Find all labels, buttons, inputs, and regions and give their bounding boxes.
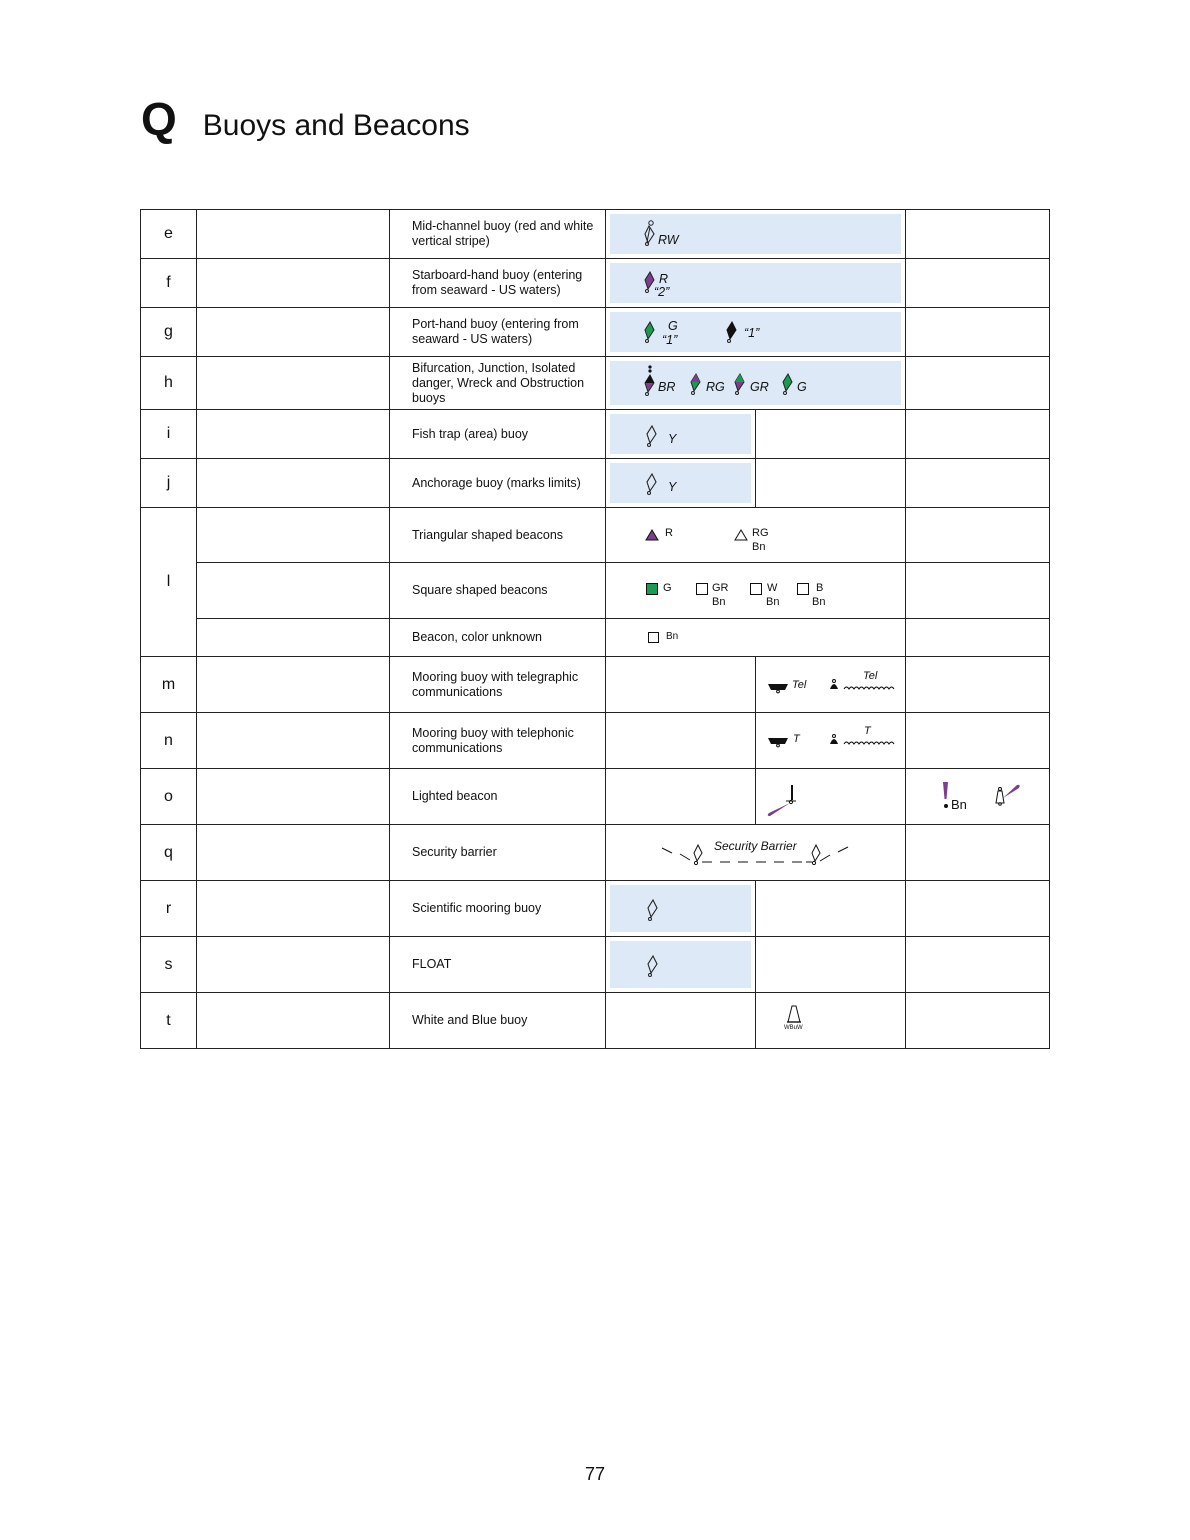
symbol-cell — [606, 357, 906, 410]
row-code: j — [141, 459, 197, 508]
beacon-label: W — [767, 582, 778, 594]
symbol-cell — [906, 769, 1050, 825]
table-row — [141, 459, 1050, 508]
row-code: q — [141, 825, 197, 881]
white-blue-buoy-icon — [786, 1005, 802, 1025]
row-code: g — [141, 308, 197, 357]
symbol-cell — [606, 410, 756, 459]
scientific-mooring-buoy-icon — [645, 899, 659, 921]
beacon-abbrev: Bn — [752, 541, 766, 553]
beacon-label: R — [665, 527, 673, 539]
table-row — [141, 410, 1050, 459]
table-row — [141, 357, 1050, 410]
row-code: h — [141, 357, 197, 410]
beacon-abbrev: Bn — [951, 797, 967, 812]
mooring-buoy-icon — [767, 737, 789, 747]
symbol-cell — [606, 459, 756, 508]
table-row — [141, 825, 1050, 881]
beacon-abbrev: Bn — [712, 596, 726, 608]
row-code: o — [141, 769, 197, 825]
symbol-cell — [606, 210, 906, 259]
fish-trap-buoy-icon — [644, 425, 658, 447]
symbol-cell — [606, 259, 906, 308]
buoy-label: G — [797, 380, 807, 394]
mooring-buoy-icon — [767, 683, 789, 693]
lighted-beacon-icon — [766, 783, 796, 817]
buoy-label: Y — [668, 432, 677, 446]
barrier-label: Security Barrier — [714, 839, 797, 853]
cable-label: Tel — [792, 679, 807, 691]
table-row — [141, 713, 1050, 769]
lighted-buoy-icon — [992, 783, 1022, 807]
row-description: Anchorage buoy (marks limits) — [390, 459, 606, 508]
buoy-label: WBuW — [784, 1025, 803, 1031]
table-row — [141, 308, 1050, 357]
table-row — [141, 881, 1050, 937]
buoy-number-label: “1” — [744, 326, 760, 340]
row-description: White and Blue buoy — [390, 993, 606, 1049]
symbol-cell — [606, 619, 906, 657]
row-code: e — [141, 210, 197, 259]
table-row — [141, 619, 1050, 657]
buoy-color-label: R — [659, 272, 669, 286]
table-row — [141, 769, 1050, 825]
symbol-cell — [606, 563, 906, 619]
row-code: s — [141, 937, 197, 993]
symbol-cell — [606, 308, 906, 357]
symbol-cell — [606, 825, 906, 881]
row-code: i — [141, 410, 197, 459]
beacon-label: GR — [712, 582, 729, 594]
row-description: FLOAT — [390, 937, 606, 993]
junction-buoy-rg-icon — [688, 373, 702, 395]
buoy-label: RW — [658, 233, 679, 247]
section-title: Buoys and Beacons — [202, 109, 470, 142]
isolated-danger-buoy-icon — [642, 365, 656, 397]
table-row — [141, 259, 1050, 308]
buoy-label: GR — [750, 380, 769, 394]
row-description: Triangular shaped beacons — [390, 508, 606, 563]
cable-label: T — [864, 725, 871, 737]
row-code: r — [141, 881, 197, 937]
triangle-beacon-outline-icon — [734, 529, 748, 541]
table-row — [141, 563, 1050, 619]
row-description: Starboard-hand buoy (entering from seaward - US waters) — [390, 259, 606, 308]
row-description: Lighted beacon — [390, 769, 606, 825]
row-description: Fish trap (area) buoy — [390, 410, 606, 459]
buoy-number-label: “1” — [662, 333, 678, 347]
beacon-abbrev: Bn — [766, 596, 780, 608]
row-description: Mooring buoy with telegraphic communications — [390, 657, 606, 713]
beacon-label: B — [816, 582, 824, 594]
buoy-label: RG — [706, 380, 725, 394]
section-header — [141, 92, 470, 146]
square-beacon-filled-icon — [646, 583, 658, 595]
buoy-number-label: “2” — [654, 285, 670, 299]
anchorage-buoy-icon — [644, 473, 658, 495]
triangle-beacon-filled-icon — [645, 529, 659, 541]
row-description: Bifurcation, Junction, Isolated danger, Wreck and Obstruction buoys — [390, 357, 606, 410]
light-beacon-mark-icon — [942, 781, 950, 809]
float-buoy-icon — [645, 955, 659, 977]
junction-buoy-gr-icon — [732, 373, 746, 395]
symbol-cell — [756, 657, 906, 713]
page-number: 77 — [584, 1464, 606, 1484]
beacon-abbrev: Bn — [812, 596, 826, 608]
row-description: Port-hand buoy (entering from seaward - US waters) — [390, 308, 606, 357]
row-description: Square shaped beacons — [390, 563, 606, 619]
table-row — [141, 508, 1050, 563]
buoy-label: Y — [668, 480, 677, 494]
square-beacon-outline-icon — [750, 583, 762, 595]
beacon-abbrev: Bn — [666, 631, 679, 642]
table-row — [141, 210, 1050, 259]
buoy-label: BR — [658, 380, 676, 394]
green-buoy-icon — [780, 373, 794, 395]
symbol-cell — [606, 937, 756, 993]
square-beacon-outline-icon — [797, 583, 809, 595]
beacon-label: RG — [752, 527, 769, 539]
table-row — [141, 993, 1050, 1049]
row-code: f — [141, 259, 197, 308]
symbol-cell — [756, 713, 906, 769]
beacon-unknown-icon — [648, 632, 659, 643]
symbol-cell — [606, 881, 756, 937]
symbols-table — [140, 209, 1050, 1049]
symbol-cell — [756, 993, 906, 1049]
symbol-cell — [756, 769, 906, 825]
row-code: m — [141, 657, 197, 713]
cable-label: Tel — [863, 670, 878, 682]
cable-label: T — [793, 733, 800, 745]
port-buoy-green-icon — [642, 321, 656, 343]
section-letter: Q — [141, 93, 177, 145]
row-code: t — [141, 993, 197, 1049]
mid-channel-buoy-icon — [642, 220, 656, 246]
buoy-color-label: G — [668, 319, 678, 333]
row-description: Beacon, color unknown — [390, 619, 606, 657]
row-description: Mid-channel buoy (red and white vertical stripe) — [390, 210, 606, 259]
row-code: l — [141, 508, 197, 657]
row-description: Scientific mooring buoy — [390, 881, 606, 937]
row-description: Security barrier — [390, 825, 606, 881]
row-description: Mooring buoy with telephonic communications — [390, 713, 606, 769]
square-beacon-outline-icon — [696, 583, 708, 595]
telephone-cable-icon — [828, 732, 898, 748]
table-row — [141, 657, 1050, 713]
row-code: n — [141, 713, 197, 769]
port-buoy-black-icon — [724, 321, 738, 343]
table-row — [141, 937, 1050, 993]
symbol-cell — [606, 508, 906, 563]
beacon-label: G — [663, 582, 672, 594]
